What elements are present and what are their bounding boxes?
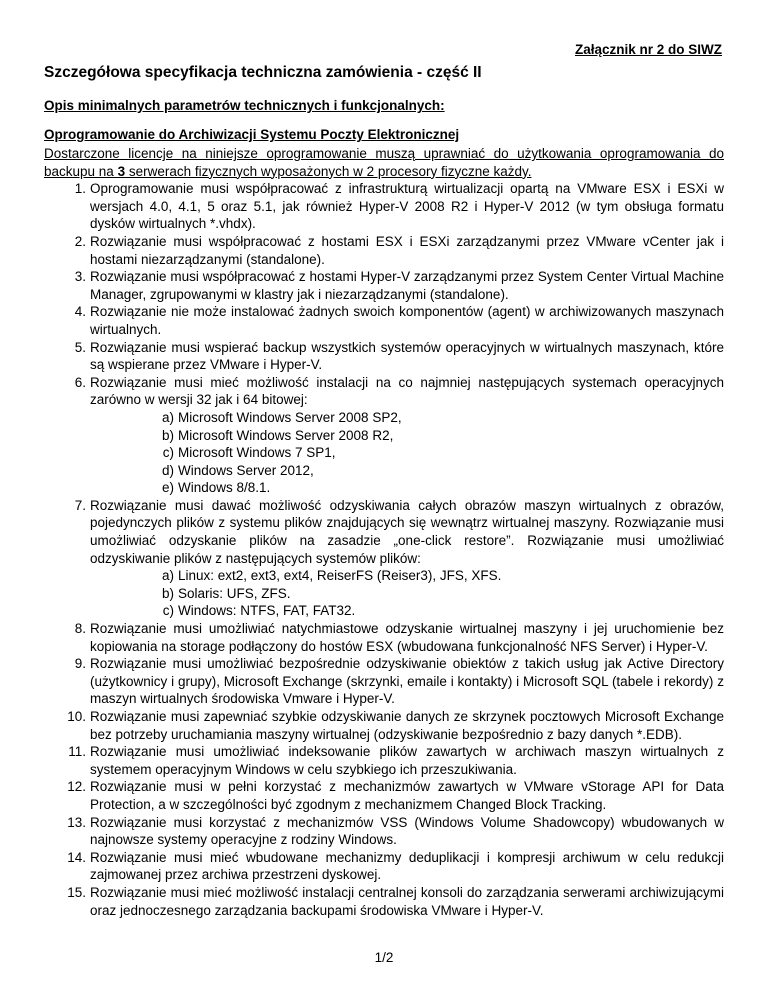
- requirement-item: [44, 655, 724, 708]
- sub-list: [90, 567, 724, 620]
- sub-item: [90, 409, 724, 427]
- requirement-item: [44, 180, 724, 233]
- sub-item-letter: c): [162, 603, 174, 619]
- requirement-number: 11.: [68, 744, 86, 760]
- requirement-number: 5.: [74, 339, 86, 355]
- requirement-text: Rozwiązanie musi mieć wbudowane mechanizmy deduplikacji i kompresji archiwum w celu redukcji zajmowanej przez archiwa przestrzeni dyskowej.: [90, 849, 724, 883]
- section-heading: Oprogramowanie do Archiwizacji Systemu Poczty Elektronicznej: [44, 127, 460, 142]
- requirement-number: 7.: [74, 497, 86, 513]
- requirement-text: Rozwiązanie musi mieć możliwość instalacji centralnej konsoli do zarządzania serwerami archiwizującymi oraz jednoczesnego zarządzania backupami środowiska VMware i Hyper-V.: [90, 884, 724, 918]
- requirement-text: Rozwiązanie musi umożliwiać indeksowanie plików zawartych w archiwach maszyn wirtualnych z systemem operacyjnym Windows w celu szybkiego ich przeszukiwania.: [90, 744, 724, 777]
- sub-item-letter: d): [161, 462, 174, 478]
- sub-item-letter: e): [161, 480, 174, 496]
- sub-item-letter: b): [161, 585, 174, 601]
- sub-item-text: Linux: ext2, ext3, ext4, ReiserFS (Reiser3), JFS, XFS.: [178, 568, 502, 584]
- requirement-item: [44, 743, 724, 778]
- requirement-number: 4.: [74, 304, 86, 320]
- sub-item: [90, 427, 724, 445]
- intro-server-count: 3: [117, 163, 126, 179]
- requirement-item: [44, 374, 724, 497]
- sub-item-letter: a): [161, 409, 174, 425]
- content: [44, 145, 724, 919]
- requirement-item: [44, 778, 724, 813]
- requirement-number: 9.: [74, 656, 86, 672]
- requirement-item: [44, 849, 724, 884]
- requirement-item: [44, 620, 724, 655]
- sub-item-text: Microsoft Windows Server 2008 SP2,: [178, 409, 402, 425]
- requirement-text: Rozwiązanie musi wspierać backup wszystkich systemów operacyjnych w wirtualnych maszynach, które są wspierane przez VMware i Hyper-V.: [90, 339, 724, 373]
- requirement-number: 12.: [67, 779, 86, 795]
- sub-item: [90, 602, 724, 620]
- requirement-item: [44, 814, 724, 849]
- requirement-text: Rozwiązanie musi współpracować z hostami ESX i ESXi zarządzanymi przez VMware vCenter jak i hostami niezarządzanymi (standalone).: [90, 233, 724, 267]
- requirement-item: [44, 497, 724, 620]
- requirement-item: [44, 303, 724, 338]
- requirement-text: Oprogramowanie musi współpracować z infrastrukturą wirtualizacji opartą na VMware ESX i ESXi w wersjach 4.0, 4.1, 5 oraz 5.1, jak również Hyper-V 2008 R2 i Hyper-V 2012 (w tym obsługa formatu dysków wirtualnych *.vhdx).: [90, 181, 724, 232]
- intro-text-b: serwerach fizycznych wyposażonych w 2 procesory fizyczne każdy.: [125, 163, 532, 179]
- sub-item-text: Windows: NTFS, FAT, FAT32.: [178, 603, 356, 619]
- sub-item-text: Microsoft Windows 7 SP1,: [178, 445, 336, 461]
- sub-item: [90, 585, 724, 603]
- sub-item-text: Windows 8/8.1.: [178, 480, 271, 496]
- requirement-text: Rozwiązanie musi zapewniać szybkie odzyskiwanie danych ze skrzynek pocztowych Microsoft Exchange bez potrzeby uruchamiania maszyny wirtualnej (odzyskiwanie bezpośrednio z bazy danych *.EDB).: [90, 709, 724, 742]
- sub-item-letter: c): [162, 445, 174, 461]
- sub-item-letter: b): [161, 427, 174, 443]
- requirement-item: [44, 339, 724, 374]
- requirement-number: 3.: [74, 269, 86, 285]
- requirement-number: 1.: [74, 181, 86, 197]
- sub-item: [90, 479, 724, 497]
- requirement-number: 8.: [74, 621, 86, 637]
- requirement-text: Rozwiązanie nie może instalować żadnych swoich komponentów (agent) w archiwizowanych maszynach wirtualnych.: [90, 304, 724, 337]
- requirement-text: Rozwiązanie musi umożliwiać bezpośrednie odzyskiwanie obiektów z takich usług jak Active Directory (użytkownicy i grupy), Microsoft Exchange (skrzynki, emaile i kontakty) i Microsoft SQL (tabele i rekordy) z maszyn wirtualnych środowiska Vmware i Hyper-V.: [90, 656, 724, 707]
- sub-list: [90, 409, 724, 497]
- requirement-number: 2.: [74, 233, 86, 249]
- requirement-number: 6.: [74, 374, 86, 390]
- requirement-number: 15.: [67, 884, 86, 900]
- sub-item: [90, 567, 724, 585]
- requirement-text: Rozwiązanie musi współpracować z hostami Hyper-V zarządzanymi przez System Center Virtual Machine Manager, zgrupowanymi w klastry jak i niezarządzanymi (standalone).: [90, 269, 724, 302]
- requirement-text: Rozwiązanie musi korzystać z mechanizmów VSS (Windows Volume Shadowcopy) wbudowanych w najnowsze systemy operacyjne z rodziny Windows.: [90, 814, 724, 848]
- intro-text-a: Dostarczone licencje na niniejsze oprogramowanie muszą uprawniać do użytkowania oprogramowania do backupu na: [44, 146, 724, 179]
- page-title: Szczegółowa specyfikacja techniczna zamówienia - część II: [44, 64, 482, 81]
- sub-item: [90, 444, 724, 462]
- requirement-text: Rozwiązanie musi umożliwiać natychmiastowe odzyskanie wirtualnej maszyny i jej uruchomienie bez kopiowania na storage podłączony do hostów ESX (wbudowana funkcjonalność NFS Server) i Hyper-V.: [90, 621, 724, 654]
- requirement-item: [44, 884, 724, 919]
- intro-paragraph: [44, 145, 724, 180]
- sub-item: [90, 462, 724, 480]
- requirement-text: Rozwiązanie musi w pełni korzystać z mechanizmów zawartych w VMware vStorage API for Data Protection, a w szczególności być zgodnym z mechanizmem Changed Block Tracking.: [90, 779, 724, 812]
- subtitle: Opis minimalnych parametrów technicznych i funkcjonalnych:: [44, 98, 445, 113]
- annex-label: Załącznik nr 2 do SIWZ: [574, 42, 722, 57]
- requirement-number: 14.: [67, 849, 86, 865]
- requirement-item: [44, 268, 724, 303]
- requirement-text: Rozwiązanie musi dawać możliwość odzyskiwania całych obrazów maszyn wirtualnych z obrazów, pojedynczych plików z systemu plików znajdujących się wewnątrz wirtualnej maszyny. Rozwiązanie musi umożliwiać odzyskanie plików na zasadzie „one-click restore”. Rozwiązanie musi umożliwiać odzyskiwanie plików z następujących systemów plików:: [90, 497, 724, 566]
- sub-item-text: Solaris: UFS, ZFS.: [178, 585, 291, 601]
- sub-item-text: Windows Server 2012,: [178, 462, 314, 478]
- requirement-item: [44, 233, 724, 268]
- page-number: 1/2: [374, 950, 394, 965]
- requirement-number: 10.: [67, 709, 86, 724]
- requirement-number: 13.: [67, 814, 86, 830]
- requirement-text: Rozwiązanie musi mieć możliwość instalacji na co najmniej następujących systemach operacyjnych zarówno w wersji 32 jak i 64 bitowej:: [90, 374, 724, 408]
- sub-item-text: Microsoft Windows Server 2008 R2,: [178, 427, 394, 443]
- requirements-list: [44, 180, 724, 919]
- requirement-item: [44, 708, 724, 743]
- sub-item-letter: a): [161, 568, 174, 584]
